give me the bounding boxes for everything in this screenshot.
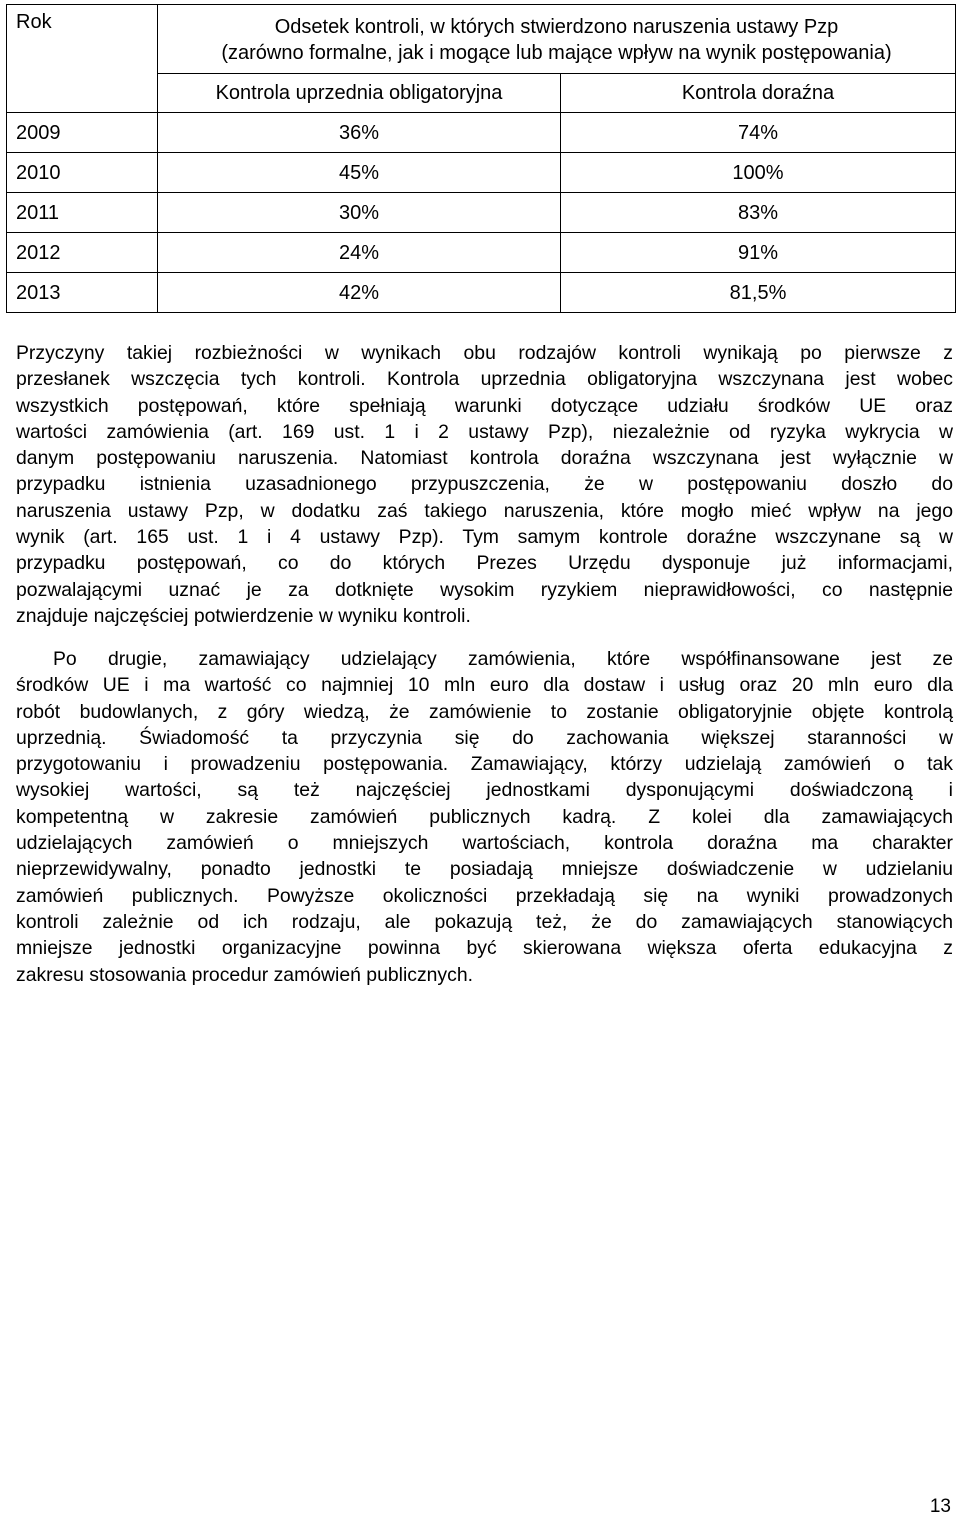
paragraph-causes (16, 340, 953, 629)
dorazna-value: 74% (561, 113, 956, 153)
table-row (7, 153, 956, 193)
paragraph-line: przypadku istnienia uzasadnionego przypuszczenia, że w postępowaniu doszło do (16, 473, 953, 496)
paragraph-line: znajduje najczęściej potwierdzenie w wyniku kontroli. (16, 604, 471, 627)
statistics-table (6, 4, 956, 313)
paragraph-line: pozwalającymi uznać je za dotknięte wysokim ryzykiem nieprawidłowości, co następnie (16, 578, 953, 601)
paragraph-line: przypadku postępowań, co do których Prezes Urzędu dysponuje już informacjami, (16, 552, 953, 575)
uprzednia-value: 36% (158, 113, 561, 153)
table-title-cell (158, 5, 956, 74)
paragraph-line: wartości zamówienia (art. 169 ust. 1 i 2 ustawy Pzp), niezależnie od ryzyka wykrycia w (16, 420, 953, 443)
paragraph-line: kontroli zależnie od ich rodzaju, ale pokazują też, że do zamawiających stanowiących (16, 910, 953, 933)
uprzednia-value: 24% (158, 233, 561, 273)
paragraph-line: robót budowlanych, z góry wiedzą, że zamówienie to zostanie obligatoryjnie objęte kontrolą (16, 700, 953, 723)
paragraph-line: kompetentną w zakresie zamówień publicznych kadrą. Z kolei dla zamawiających (16, 805, 953, 828)
uprzednia-value: 42% (158, 273, 561, 313)
year-cell: 2011 (7, 193, 158, 233)
year-cell: 2012 (7, 233, 158, 273)
paragraph-line: wynik (art. 165 ust. 1 i 4 ustawy Pzp). Tym samym kontrole doraźne wszczynane są w (16, 526, 953, 549)
year-cell: 2010 (7, 153, 158, 193)
dorazna-value: 83% (561, 193, 956, 233)
table-title-line-2: (zarówno formalne, jak i mogące lub mające wpływ na wynik postępowania) (221, 42, 892, 64)
table-row (7, 273, 956, 313)
uprzednia-value: 30% (158, 193, 561, 233)
paragraph-line: mniejsze jednostki organizacyjne powinna być skierowana większa oferta edukacyjna z (16, 937, 953, 960)
table-header-row (7, 5, 956, 74)
paragraph-second-reason (16, 646, 953, 988)
paragraph-line: przygotowaniu i prowadzeniu postępowania. Zamawiający, którzy udzielają zamówień o tak (16, 753, 953, 776)
year-column-header: Rok (7, 5, 158, 113)
paragraph-line: Przyczyny takiej rozbieżności w wynikach obu rodzajów kontroli wynikają po pierwsze z (16, 342, 953, 364)
column-header-uprzednia: Kontrola uprzednia obligatoryjna (158, 74, 561, 113)
year-cell: 2013 (7, 273, 158, 313)
dorazna-value: 81,5% (561, 273, 956, 313)
dorazna-value: 100% (561, 153, 956, 193)
paragraph-line: nieprzewidywalny, ponadto jednostki te posiadają mniejsze doświadczenie w udzielaniu (16, 858, 953, 881)
paragraph-line: Po drugie, zamawiający udzielający zamówienia, które współfinansowane jest ze (53, 648, 953, 670)
table-title-line-1: Odsetek kontroli, w których stwierdzono naruszenia ustawy Pzp (274, 16, 839, 38)
paragraph-line: uprzednią. Świadomość ta przyczynia się do zachowania większej staranności w (16, 726, 953, 749)
table-row (7, 193, 956, 233)
table-row (7, 233, 956, 273)
paragraph-line: zakresu stosowania procedur zamówień publicznych. (16, 963, 473, 986)
paragraph-line: wszystkich postępowań, które spełniają warunki dotyczące udziału środków UE oraz (16, 394, 953, 417)
year-cell: 2009 (7, 113, 158, 153)
paragraph-line: zamówień publicznych. Powyższe okoliczności przekładają się na wyniki prowadzonych (16, 884, 953, 907)
table-row (7, 113, 956, 153)
column-header-dorazna: Kontrola doraźna (561, 74, 956, 113)
uprzednia-value: 45% (158, 153, 561, 193)
paragraph-line: wysokiej wartości, są też najczęściej jednostkami dysponującymi doświadczoną i (16, 779, 953, 802)
paragraph-line: naruszenia ustawy Pzp, w dodatku zaś takiego naruszenia, które mogło mieć wpływ na jego (16, 499, 953, 522)
paragraph-line: przesłanek wszczęcia tych kontroli. Kontrola uprzednia obligatoryjna wszczynana jest wobec (16, 368, 953, 391)
paragraph-line: środków UE i ma wartość co najmniej 10 mln euro dla dostaw i usług oraz 20 mln euro dla (16, 674, 953, 697)
page-number: 13 (929, 1496, 951, 1517)
paragraph-line: udzielających zamówień o mniejszych wartościach, kontrola doraźna ma charakter (16, 832, 953, 855)
dorazna-value: 91% (561, 233, 956, 273)
paragraph-line: danym postępowaniu naruszenia. Natomiast kontrola doraźna wszczynana jest wyłącznie w (16, 447, 953, 470)
